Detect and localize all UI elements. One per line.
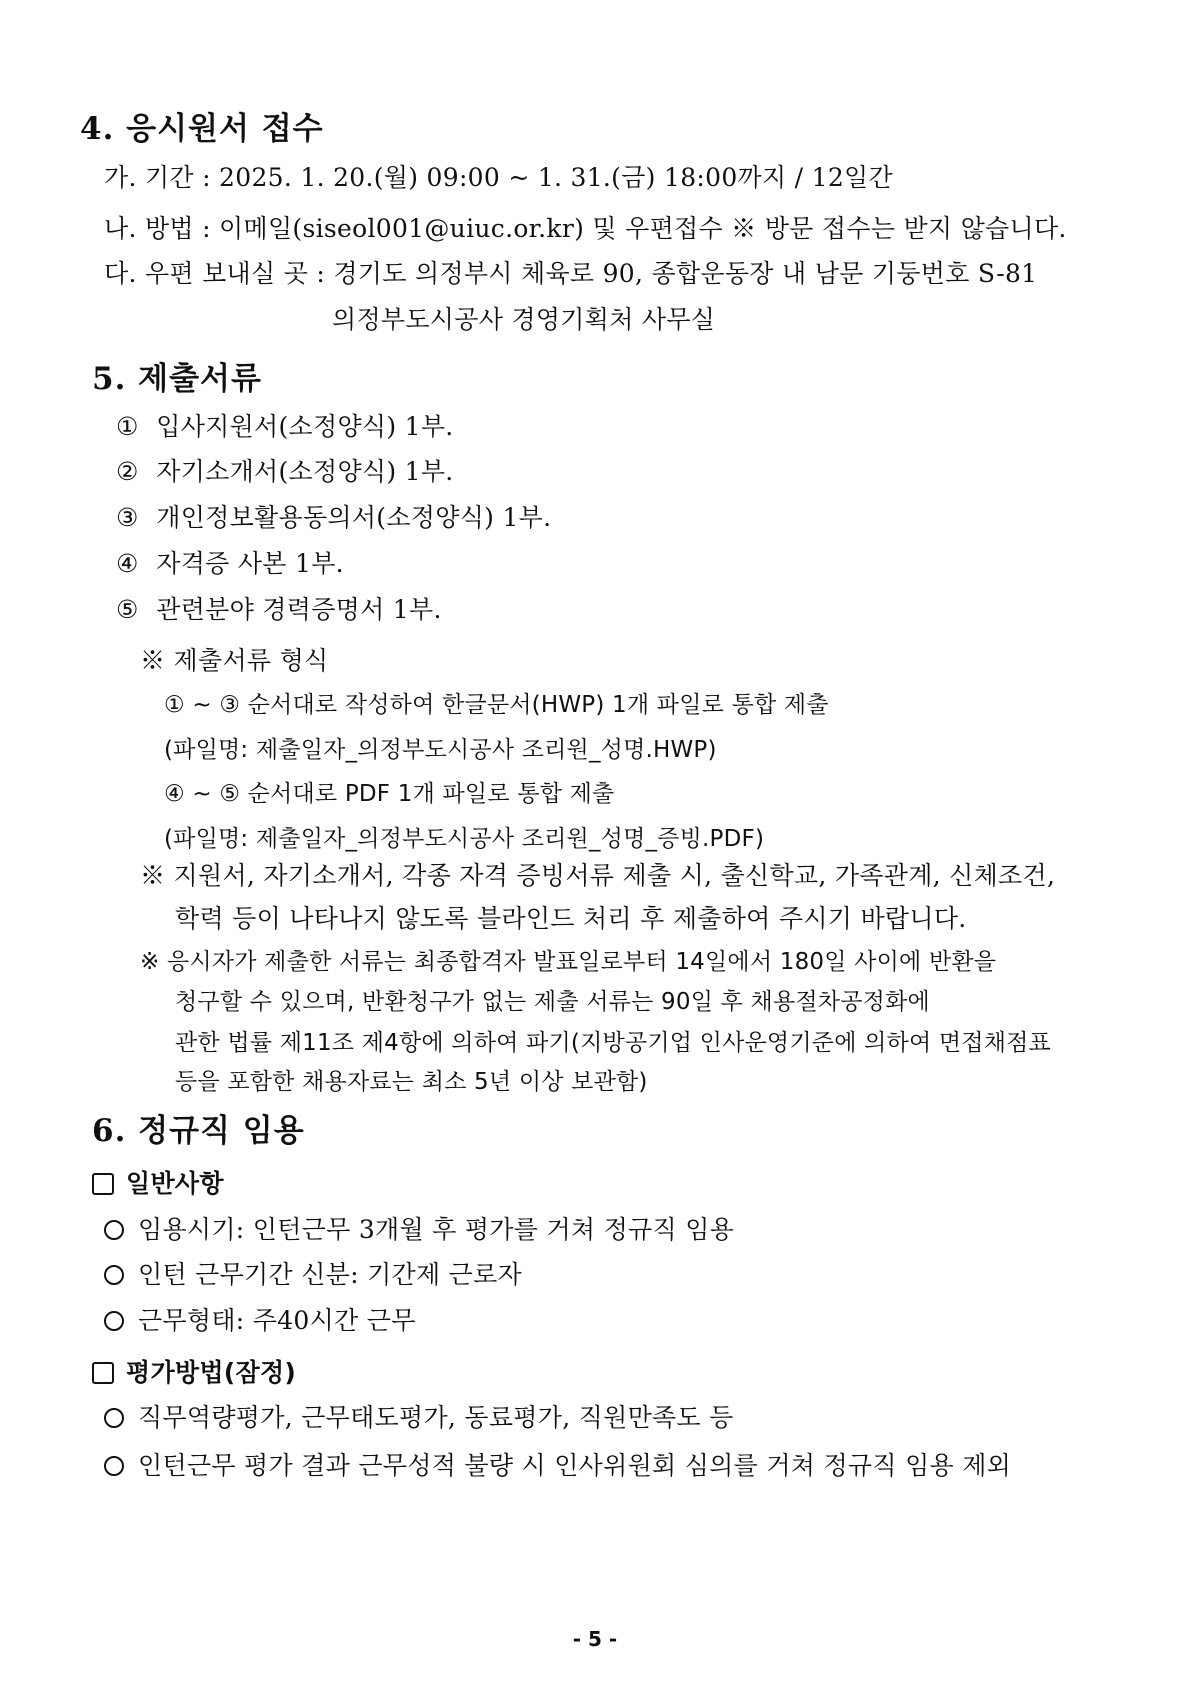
general-item bbox=[104, 1214, 734, 1246]
general-heading bbox=[92, 1168, 224, 1200]
general-item-text: 인턴 근무기간 신분: 기간제 근로자 bbox=[138, 1260, 523, 1289]
list-item bbox=[116, 594, 442, 626]
circle-bullet-icon bbox=[104, 1311, 124, 1331]
return-note-line: 청구할 수 있으며, 반환청구가 없는 제출 서류는 90일 후 채용절차공정화에 bbox=[175, 989, 930, 1015]
section-4-method: 나. 방법 : 이메일(siseol001@uiuc.or.kr) 및 우편접수 ※ 방문 접수는 받지 않습니다. bbox=[104, 214, 1067, 243]
item-text: 자기소개서(소정양식) 1부. bbox=[156, 457, 454, 486]
circle-bullet-icon bbox=[104, 1456, 124, 1476]
general-heading-text: 일반사항 bbox=[126, 1169, 224, 1198]
blind-note-line: 학력 등이 나타나지 않도록 블라인드 처리 후 제출하여 주시기 바랍니다. bbox=[175, 904, 967, 933]
format-line: ④ ~ ⑤ 순서대로 PDF 1개 파일로 통합 제출 bbox=[164, 781, 615, 807]
blind-note-line: ※ 지원서, 자기소개서, 각종 자격 증빙서류 제출 시, 출신학교, 가족관계, 신체조건, bbox=[140, 861, 1056, 890]
general-item-text: 근무형태: 주40시간 근무 bbox=[138, 1306, 416, 1335]
section-4-address-office: 의정부도시공사 경영기획처 사무실 bbox=[332, 305, 716, 334]
square-bullet-icon bbox=[92, 1362, 114, 1384]
general-item bbox=[104, 1305, 416, 1337]
item-marker: ① bbox=[116, 412, 139, 441]
section-5-title: 5. 제출서류 bbox=[92, 361, 262, 397]
list-item bbox=[116, 411, 454, 443]
item-marker: ④ bbox=[116, 549, 139, 578]
section-4-period: 가. 기간 : 2025. 1. 20.(월) 09:00 ~ 1. 31.(금) 18:00까지 / 12일간 bbox=[104, 163, 893, 192]
item-text: 개인정보활용동의서(소정양식) 1부. bbox=[156, 503, 552, 532]
list-item bbox=[116, 456, 454, 488]
section-4-address: 다. 우편 보내실 곳 : 경기도 의정부시 체육로 90, 종합운동장 내 남문 기둥번호 S-81 bbox=[104, 259, 1038, 288]
format-line: ① ~ ③ 순서대로 작성하여 한글문서(HWP) 1개 파일로 통합 제출 bbox=[164, 692, 829, 718]
return-note-line: 관한 법률 제11조 제4항에 의하여 파기(지방공기업 인사운영기준에 의하여 면접채점표 bbox=[175, 1030, 1051, 1056]
eval-item-text: 인턴근무 평가 결과 근무성적 불량 시 인사위원회 심의를 거쳐 정규직 임용 제외 bbox=[138, 1451, 1012, 1480]
list-item bbox=[116, 548, 344, 580]
item-marker: ③ bbox=[116, 503, 139, 532]
item-marker: ② bbox=[116, 457, 139, 486]
eval-item bbox=[104, 1402, 734, 1434]
list-item bbox=[116, 502, 551, 534]
eval-item bbox=[104, 1450, 1011, 1482]
square-bullet-icon bbox=[92, 1173, 114, 1195]
return-note-line: ※ 응시자가 제출한 서류는 최종합격자 발표일로부터 14일에서 180일 사이에 반환을 bbox=[140, 949, 997, 975]
item-marker: ⑤ bbox=[116, 595, 139, 624]
circle-bullet-icon bbox=[104, 1408, 124, 1428]
format-line: (파일명: 제출일자_의정부도시공사 조리원_성명.HWP) bbox=[164, 737, 717, 763]
eval-heading-text: 평가방법(잠정) bbox=[126, 1358, 297, 1387]
eval-item-text: 직무역량평가, 근무태도평가, 동료평가, 직원만족도 등 bbox=[138, 1403, 734, 1432]
general-item-text: 임용시기: 인턴근무 3개월 후 평가를 거쳐 정규직 임용 bbox=[138, 1215, 735, 1244]
section-6-title: 6. 정규직 임용 bbox=[92, 1113, 305, 1149]
item-text: 자격증 사본 1부. bbox=[156, 549, 344, 578]
circle-bullet-icon bbox=[104, 1220, 124, 1240]
eval-heading bbox=[92, 1357, 296, 1389]
format-title: ※ 제출서류 형식 bbox=[140, 646, 329, 675]
page-number: - 5 - bbox=[572, 1627, 618, 1651]
item-text: 관련분야 경력증명서 1부. bbox=[156, 595, 442, 624]
return-note-line: 등을 포함한 채용자료는 최소 5년 이상 보관함) bbox=[175, 1069, 648, 1095]
format-line: (파일명: 제출일자_의정부도시공사 조리원_성명_증빙.PDF) bbox=[164, 826, 765, 852]
general-item bbox=[104, 1259, 522, 1291]
item-text: 입사지원서(소정양식) 1부. bbox=[156, 412, 454, 441]
circle-bullet-icon bbox=[104, 1265, 124, 1285]
section-4-title: 4. 응시원서 접수 bbox=[80, 111, 324, 147]
